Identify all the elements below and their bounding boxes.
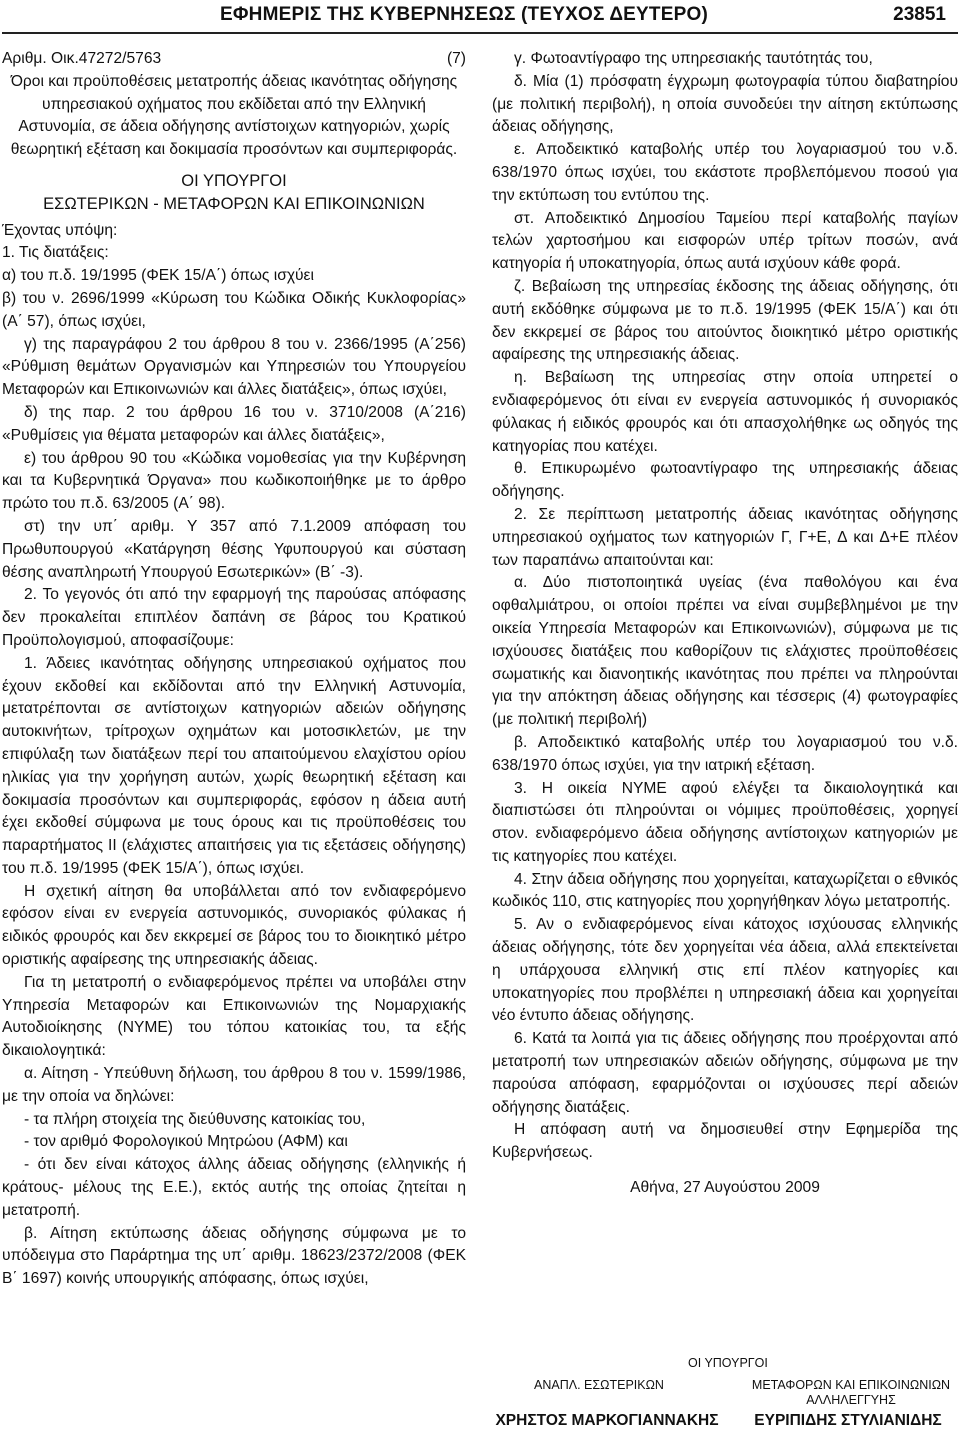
paragraph: δ) της παρ. 2 του άρθρου 16 του ν. 3710/2008 (Α΄216) «Ρυθμίσεις για θέματα μεταφορών και άλλες διατάξεις», — [2, 403, 466, 444]
paragraph: 2. Σε περίπτωση μετατροπής άδειας ικανότητας οδήγησης υπηρεσιακού οχήματος των κατηγοριών Γ, Γ+Ε, Δ και Δ+Ε πλέον των παραπάνω απαιτούνται και: — [492, 505, 958, 569]
paragraph: 2. Το γεγονός ότι από την εφαρμογή της παρούσας απόφασης δεν προκαλείται επιπλέον δαπάνη σε βάρος του Κρατικού Προϋπολογισμού, αποφασίζουμε: — [2, 586, 466, 649]
gazette-title: ΕΦΗΜΕΡΙΣ ΤΗΣ ΚΥΒΕΡΝΗΣΕΩΣ (ΤΕΥΧΟΣ ΔΕΥΤΕΡΟ) — [220, 4, 708, 25]
role-label: ΑΝΑΠΛ. ΕΣΩΤΕΡΙΚΩΝ — [534, 1378, 664, 1392]
paragraph: 1. Τις διατάξεις: — [2, 244, 109, 262]
item-number: (7) — [446, 50, 466, 67]
signing-date: Αθήνα, 27 Αυγούστου 2009 — [630, 1179, 820, 1197]
paragraph: 3. Η οικεία ΝΥΜΕ αφού ελέγξει τα δικαιολογητικά και διαπιστώσει ότι πληρούνται οι νόμιμες προϋποθέσεις, χορηγεί στον. ενδιαφερόμενο άδεια οδήγησης αντίστοιχων κατηγοριών με τις κατηγορίες που κατέχει. — [492, 779, 958, 865]
paragraph: - τα πλήρη στοιχεία της διεύθυνσης κατοικίας του, — [24, 1110, 366, 1128]
paragraph: α. Δύο πιστοποιητικά υγείας (ένα παθολόγου και ένα οφθαλμιάτρου, οι οποίοι πρέπει να είναι συμβεβλημένοι με την οικεία Υπηρεσία Μεταφορών και Επικοινωνιών), σύμφωνα με τις ισχύουσες διατάξεις που καθορίζουν τις ελάχιστες προϋποθέσεις σωματικής και διανοητικής ικανότητας που πρέπει να πληρούνται για την απόκτηση άδειας οδήγησης και τέσσερις (4) φωτογραφίες (με πολιτική περιβολή) — [492, 574, 958, 729]
page-header — [0, 4, 960, 32]
paragraph: στ. Αποδεικτικό Δημοσίου Ταμείου περί καταβολής παγίων τελών χαρτοσήμου και εισφορών υπέρ τρίτων ποσών, ανά κατηγορία ή υποκατηγορία, όπως αυτά ισχύουν κάθε φορά. — [492, 209, 958, 273]
paragraph: Για τη μετατροπή ο ενδιαφερόμενος πρέπει να υποβάλει στην Υπηρεσία Μεταφορών και Επικοινωνιών της Νομαρχιακής Αυτοδιοίκησης (ΝΥΜΕ) του τόπου κατοικίας του, τα εξής δικαιολογητικά: — [2, 973, 466, 1060]
role-label: ΜΕΤΑΦΟΡΩΝ ΚΑΙ ΕΠΙΚΟΙΝΩΝΙΩΝ — [751, 1378, 951, 1392]
left-signatory-role — [492, 1378, 706, 1393]
left-signatory-name: ΧΡΗΣΤΟΣ ΜΑΡΚΟΓΙΑΝΝΑΚΗΣ — [495, 1412, 719, 1429]
paragraph: δ. Μία (1) πρόσφατη έγχρωμη φωτογραφία τύπου διαβατηρίου (με πολιτική περιβολή), η οποία συνοδεύει την αίτηση εκτύπωσης άδειας οδήγησης, — [492, 72, 958, 136]
paragraph: α. Αίτηση - Υπεύθυνη δήλωση, του άρθρου 8 του ν. 1599/1986, με την οποία να δηλώνει: — [2, 1065, 466, 1105]
reference-number: Αριθμ. Οικ.47272/5763 — [2, 50, 162, 67]
paragraph: γ) της παραγράφου 2 του άρθρου 8 του ν. 2366/1995 (Α΄256) «Ρύθμιση θεμάτων Οργανισμών και Υπηρεσιών του Υπουργείου Μεταφορών και Επικοινωνιών και άλλες διατάξεις», όπως ισχύει, — [2, 335, 466, 399]
decision-subject: Όροι και προϋποθέσεις μετατροπής άδειας ικανότητας οδήγησης υπηρεσιακού οχήματος που εκδίδεται από την Ελληνική Αστυνομία, σε άδεια οδήγησης αντίστοιχων κατηγοριών, χωρίς θεωρητική εξέταση και δοκιμασία προσόντων και συμπεριφοράς. — [10, 72, 458, 159]
ministers-heading: ΟΙ ΥΠΟΥΡΓΟΙ — [181, 171, 287, 190]
paragraph: Η σχετική αίτηση θα υποβάλλεται από τον ενδιαφερόμενο εφόσον είναι εν ενεργεία αστυνομικός, συνοριακός φύλακας ή ειδικός φρουρός και δεν εκκρεμεί σε βάρος του το διοικητικό μέτρο οριστικής αφαίρεσης της υπηρεσιακής άδειας. — [2, 882, 466, 969]
paragraph: - τον αριθμό Φορολογικού Μητρώου (ΑΦΜ) και — [24, 1133, 348, 1151]
right-signatory-role — [744, 1378, 958, 1408]
paragraph: στ) την υπ΄ αριθμ. Υ 357 από 7.1.2009 απόφαση του Πρωθυπουργού «Κατάργηση θέσης Υφυπουργού και σύσταση θέσης αναπληρωτή Υπουργού Εσωτερικών» (Β΄ -3). — [2, 517, 466, 581]
paragraph: 6. Κατά τα λοιπά για τις άδειες οδήγησης που προέρχονται από μετατροπή των υπηρεσιακών αδειών οδήγησης, σύμφωνα με την παρούσα απόφαση, εφαρμόζονται οι ισχύουσες περί αδειών οδήγησης διατάξεις. — [492, 1030, 958, 1116]
paragraph: ζ. Βεβαίωση της υπηρεσίας έκδοσης της άδειας οδήγησης, ότι αυτή εκδόθηκε σύμφωνα με το π.δ. 19/1995 (ΦΕΚ 15/Α΄) και ότι δεν εκκρεμεί σε βάρος του αιτούντος διοικητικό μέτρο οριστικής αφαίρεσης της υπηρεσιακής άδειας. — [492, 277, 958, 364]
paragraph: β. Αποδεικτικό καταβολής υπέρ του λογαριασμού του ν.δ. 638/1970 όπως ισχύει, για την ιατρική εξέταση. — [492, 733, 958, 774]
right-signatory-name: ΕΥΡΙΠΙΔΗΣ ΣΤΥΛΙΑΝΙΔΗΣ — [754, 1412, 942, 1429]
paragraph: ε. Αποδεικτικό καταβολής υπέρ του λογαριασμού του ν.δ. 638/1970 όπως ισχύει, του εκάστοτε προβλεπόμενου ποσού για την εκτύπωση του εντύπου της. — [492, 141, 958, 204]
paragraph: - ότι δεν είναι κάτοχος άλλης άδειας οδήγησης (ελληνικής ή κράτους- μέλους της Ε.Ε.), εκτός αυτής της οποίας ζητείται η μετατροπή. — [2, 1156, 466, 1219]
paragraph: Έχοντας υπόψη: — [2, 221, 118, 239]
signatories-title: ΟΙ ΥΠΟΥΡΓΟΙ — [688, 1356, 768, 1370]
role-label: ΑΛΛΗΛΕΓΓΥΗΣ — [806, 1393, 896, 1407]
right-column — [492, 48, 958, 1208]
ministries-heading: ΕΣΩΤΕΡΙΚΩΝ - ΜΕΤΑΦΟΡΩΝ ΚΑΙ ΕΠΙΚΟΙΝΩΝΙΩΝ — [43, 194, 425, 213]
paragraph: η. Βεβαίωση της υπηρεσίας στην οποία υπηρετεί ο ενδιαφερόμενος ότι είναι εν ενεργεία αστυνομικός ή συνοριακός φύλακας ή ειδικός φρουρός και ότι απασχολήθηκε ως οδηγός της κατηγορίας που κατέχει. — [492, 369, 958, 455]
paragraph: 1. Άδειες ικανότητας οδήγησης υπηρεσιακού οχήματος που έχουν εκδοθεί και εκδίδονται από την Ελληνική Αστυνομία, μετατρέπονται σε αντίστοιχων κατηγοριών αδειών οδήγησης αυτοκινήτων, τρίτροχων οχημάτων και μοτοσικλετών, με την επιφύλαξη των διατάξεων περί του απαιτούμενου ελαχίστου ορίου ηλικίας για την χορήγηση αυτών, χωρίς θεωρητική εξέταση και δοκιμασία προσόντων και συμπεριφοράς, εφόσον η άδεια αυτή έχει εκδοθεί σύμφωνα με τους όρους και τις προϋποθέσεις του παραρτήματος ΙΙ (ελάχιστες απαιτήσεις για τις εξετάσεις οδήγησης) του π.δ. 19/1995 (ΦΕΚ 15/Α΄), όπως ισχύει. — [2, 654, 466, 877]
paragraph: θ. Επικυρωμένο φωτοαντίγραφο της υπηρεσιακής άδειας οδήγησης. — [492, 460, 958, 501]
decision-reference — [2, 48, 466, 71]
header-rule — [2, 32, 958, 34]
paragraph: Η απόφαση αυτή να δημοσιευθεί στην Εφημερίδα της Κυβερνήσεως. — [492, 1121, 958, 1162]
paragraph: β) του ν. 2696/1999 «Κύρωση του Κώδικα Οδικής Κυκλοφορίας» (Α΄ 57), όπως ισχύει, — [2, 289, 466, 330]
paragraph: ε) του άρθρου 90 του «Κώδικα νομοθεσίας για την Κυβέρνηση και τα Κυβερνητικά Όργανα» που κωδικοποιήθηκε με το άρθρο πρώτο του π.δ. 63/2005 (Α΄ 98). — [2, 449, 466, 513]
paragraph: β. Αίτηση εκτύπωσης άδειας οδήγησης σύμφωνα με το υπόδειγμα στο Παράρτημα της υπ΄ αριθμ. 18623/2372/2008 (ΦΕΚ Β΄ 1697) κοινής υπουργικής απόφασης, όπως ισχύει, — [2, 1224, 466, 1288]
paragraph: γ. Φωτοαντίγραφο της υπηρεσιακής ταυτότητάς του, — [514, 50, 873, 67]
paragraph: 4. Στην άδεια οδήγησης που χορηγείται, καταχωρίζεται ο εθνικός κωδικός 110, στις κατηγορίες που χορηγήθηκαν λόγω μετατροπής. — [492, 870, 958, 911]
left-column — [2, 48, 466, 1291]
paragraph: 5. Αν ο ενδιαφερόμενος είναι κάτοχος ισχύουσας ελληνικής άδειας οδήγησης, τότε δεν χορηγείται νέα άδεια, αλλά επεκτείνεται η υπάρχουσα ελληνική στις επί πλέον κατηγορίες και υποκατηγορίες που προβλέπει η υπηρεσιακή άδεια και χορηγείται νέο έντυπο άδειας οδήγησης. — [492, 916, 958, 1025]
page-number: 23851 — [893, 4, 946, 25]
paragraph: α) του π.δ. 19/1995 (ΦΕΚ 15/Α΄) όπως ισχύει — [2, 267, 314, 285]
